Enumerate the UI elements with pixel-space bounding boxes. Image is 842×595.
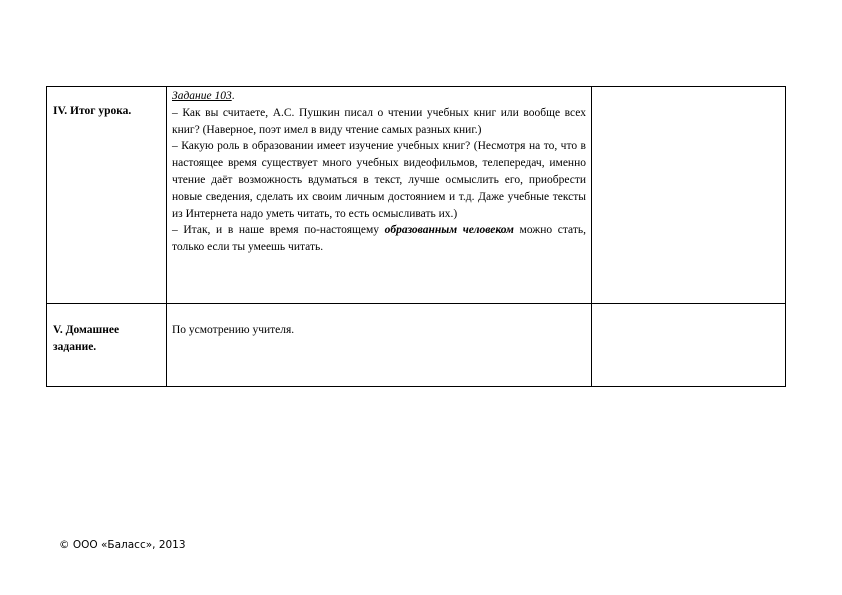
task-label: Задание 103: [172, 90, 232, 102]
stage-cell: [47, 304, 167, 387]
content-paragraph: – Как вы считаете, А.С. Пушкин писал о чтении учебных книг или вообще всех книг? (Наверное, поэт имел в виду чтение самых разных книг.): [172, 106, 586, 136]
content-cell: [167, 87, 592, 304]
final-text-after: можно стать, только если ты умеешь читать.: [172, 224, 586, 254]
notes-cell: [592, 87, 786, 304]
table-row: [47, 87, 786, 304]
copyright-footer: © ООО «Баласс», 2013: [59, 539, 186, 551]
notes-cell: [592, 304, 786, 387]
content-paragraph: – Какую роль в образовании имеет изучение учебных книг? (Несмотря на то, что в настоящее время существует много учебных видеофильмов, телепередач, именно чтение даёт возможность вдуматься в текст, лучше осмыслить его, приобрести новые сведения, сделать их своим личным достоянием и т.д. Даже учебные тексты из Интернета надо уметь читать, то есть осмысливать их.): [172, 140, 586, 220]
task-heading: [172, 88, 586, 105]
table-row: [47, 304, 786, 387]
content-cell: [167, 304, 592, 387]
final-text-before: – Итак, и в наше время по-настоящему: [172, 224, 385, 237]
content-paragraph: По усмотрению учителя.: [172, 324, 295, 336]
stage-cell: [47, 87, 167, 304]
stage-label: IV. Итог урока.: [53, 105, 132, 117]
final-paragraph: [172, 222, 586, 256]
task-suffix: .: [231, 90, 235, 102]
stage-label: V. Домашнее задание.: [53, 324, 120, 353]
final-emphasis: образованным человеком: [384, 224, 514, 237]
lesson-plan-table: [46, 86, 786, 387]
